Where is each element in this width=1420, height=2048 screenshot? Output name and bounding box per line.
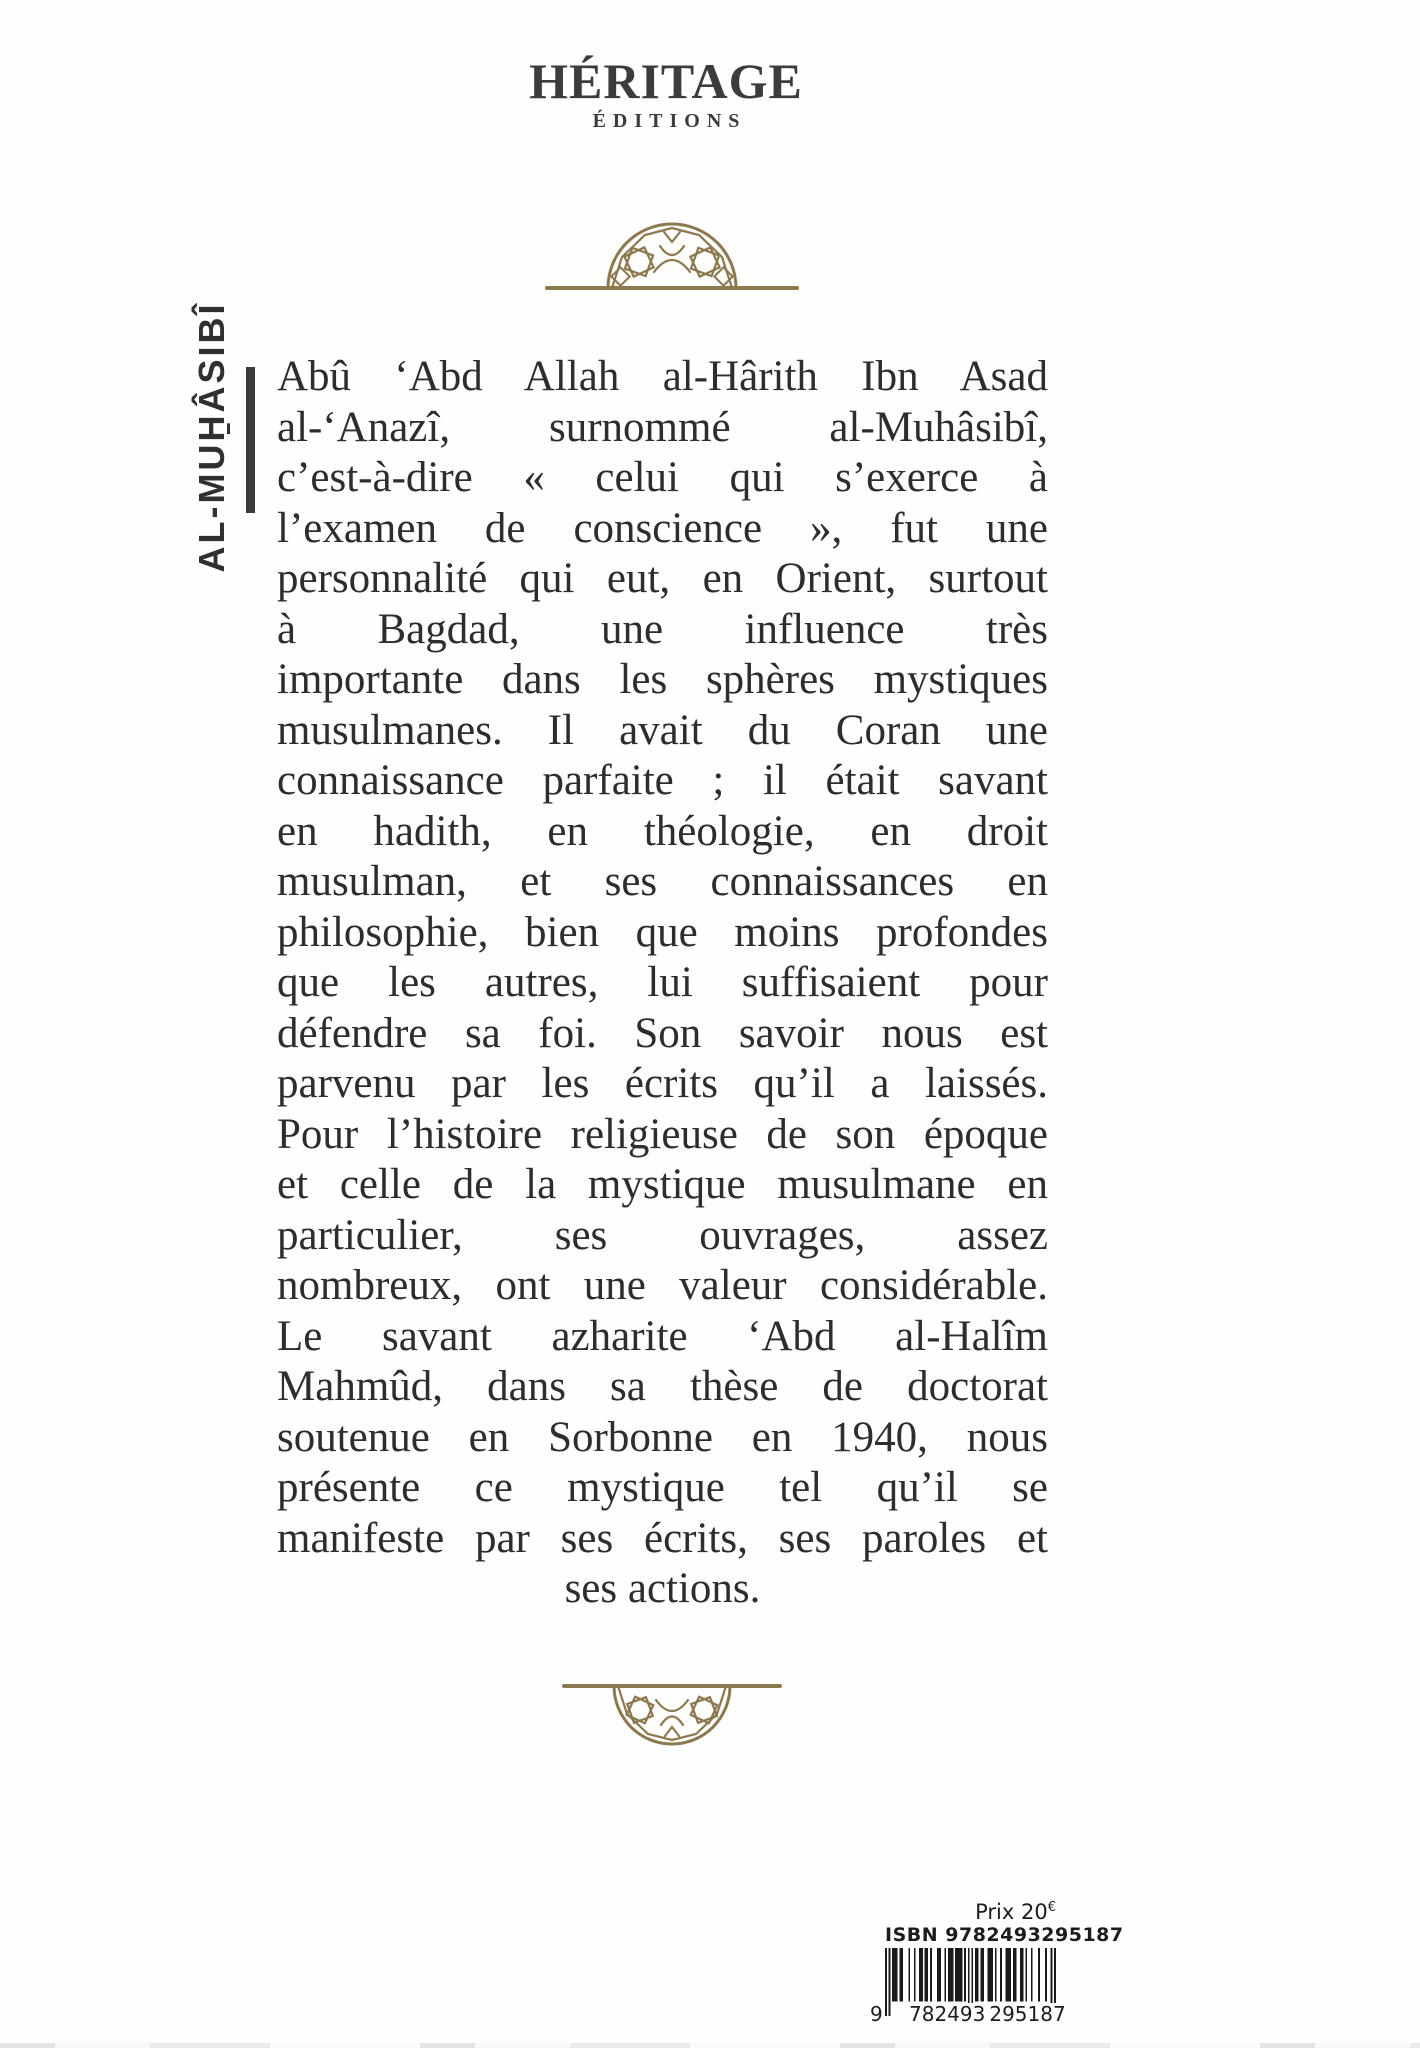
text-line: parvenu par les écrits qu’il a laissés. [277,1060,1048,1107]
text-line: défendre sa foi. Son savoir nous est [277,1009,1048,1057]
ornament-dome-icon [542,218,802,292]
text-line: musulmanes. Il avait du Coran une [277,706,1048,754]
text-line: c’est-à-dire « celui qui s’exerce à [277,454,1048,501]
commerce-block [870,1896,1124,2026]
text-line: manifeste par ses écrits, ses paroles et [277,1514,1048,1562]
text-line: et celle de la mystique musulmane en [277,1161,1048,1208]
text-line: connaissance parfaite ; il était savant [277,757,1048,804]
scan-edge-artifact [0,2043,1420,2048]
barcode-digit-group-right: 295187 [989,2002,1066,2026]
text-line: l’examen de conscience », fut une [277,504,1048,552]
publisher-name: HÉRITAGE [529,53,803,109]
text-line: en hadith, en théologie, en droit [277,807,1048,855]
text-line: importante dans les sphères mystiques [277,656,1048,703]
price-text: Prix 20 [975,1900,1048,1924]
text-line: Mahmûd, dans sa thèse de doctorat [277,1363,1048,1410]
text-line: al-‘Anazî, surnommé al-Muhâsibî, [277,403,1048,451]
price-currency: € [1047,1900,1056,1915]
barcode-digit-group-left: 782493 [909,2002,986,2026]
publisher-logo [529,53,803,132]
text-line: nombreux, ont une valeur considérable. [277,1262,1048,1309]
text-line: Abû ‘Abd Allah al-Hârith Ibn Asad [277,353,1048,400]
isbn-text: ISBN 9782493295187 [885,1924,1124,1946]
text-line: soutenue en Sorbonne en 1940, nous [277,1413,1048,1461]
ornament-dome-inverted-icon [542,1682,802,1756]
spine-title-rule [246,367,255,513]
text-line: que les autres, lui suffisaient pour [277,959,1048,1006]
description-paragraph [277,352,1048,1615]
text-line: particulier, ses ouvrages, assez [277,1211,1048,1259]
barcode-digit-lead: 9 [870,2002,883,2026]
barcode-digits [870,2002,1066,2026]
text-line: philosophie, bien que moins profondes [277,908,1048,956]
text-line: Le savant azharite ‘Abd al-Halîm [277,1312,1048,1360]
spine-title: AL-MUH̱ÂSIBÎ [191,301,232,573]
text-line: personnalité qui eut, en Orient, surtout [277,555,1048,602]
text-line: Pour l’histoire religieuse de son époque [277,1110,1048,1158]
publisher-subtitle: ÉDITIONS [592,110,747,132]
text-line: musulman, et ses connaissances en [277,858,1048,905]
text-line: à Bagdad, une influence très [277,605,1048,653]
price [885,1896,1056,1924]
text-line: présente ce mystique tel qu’il se [277,1464,1048,1511]
text-line: ses actions. [564,1565,761,1612]
